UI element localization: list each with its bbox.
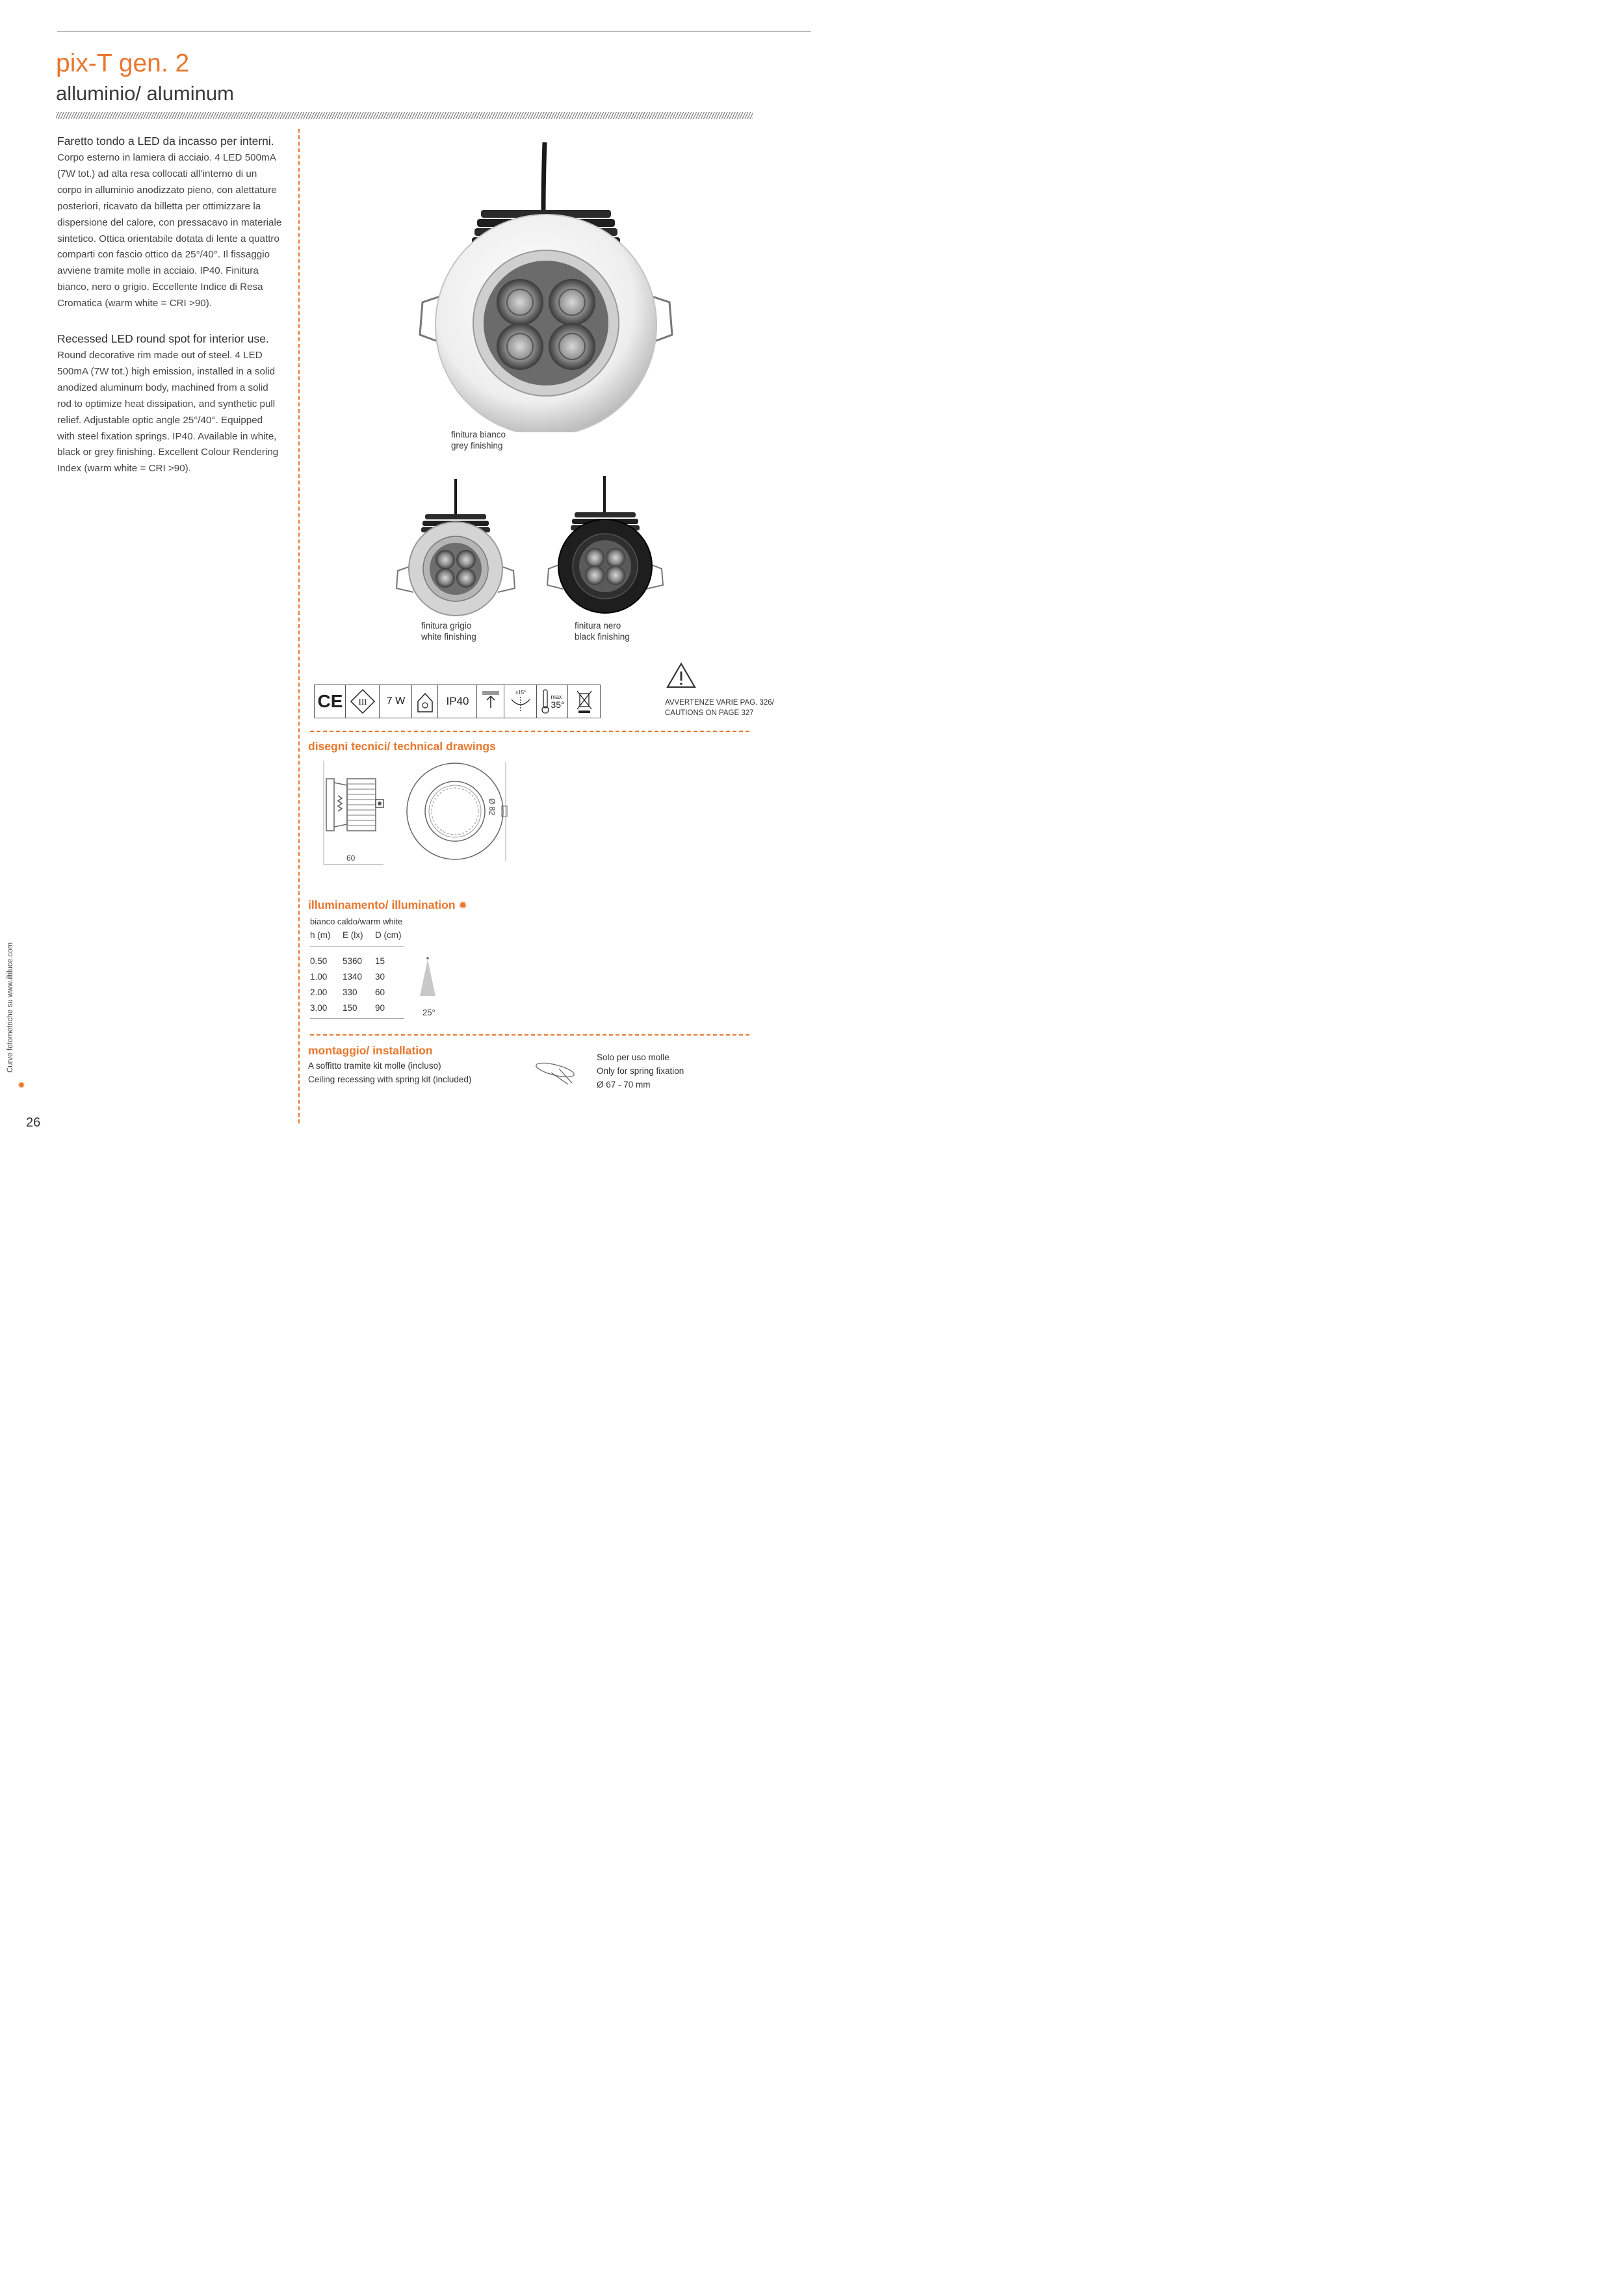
page-number: 26 [26,1115,41,1130]
caption-en: grey finishing [451,441,503,450]
italian-heading: Faretto tondo a LED da incasso per interni. [57,135,274,148]
cell-lux: 150 [343,1003,357,1013]
led-house-icon [411,685,438,718]
section-divider [310,731,749,732]
english-line: rod to optimize heat dissipation, and synthetic pull [57,398,276,410]
depth-dimension: 60 [346,854,356,863]
english-line: with steel fixation springs. IP40. Available in white, [57,430,277,442]
side-sun-icon: ✹ [18,1080,25,1090]
tilt-icon [504,685,537,718]
caption-it: finitura grigio [421,621,472,631]
spring-install-icon [533,1057,580,1086]
cell-lux: 5360 [343,956,363,966]
illumination-subheading: bianco caldo/warm white [310,917,403,926]
caption-it: finitura bianco [451,430,506,439]
max-temp-value: 35° [551,699,565,710]
beam-angle: 25° [422,1008,435,1017]
column-divider [298,129,300,1123]
class-label: III [358,697,367,707]
italian-line: sintetico. Ottica orientabile dotata di lente a quattro [57,233,279,244]
warning-line: AVVERTENZE VARIE PAG. 326/ [665,699,774,707]
product-photo-black [542,475,672,614]
column-header: E (lx) [343,930,363,940]
english-description [57,348,295,477]
cell-diameter: 60 [375,987,385,997]
caption-it: finitura nero [575,621,621,631]
italian-description [57,150,295,312]
beam-cone-icon [416,956,439,998]
installation-note: Solo per uso molle [597,1052,669,1062]
cell-lux: 330 [343,987,357,997]
cell-height: 3.00 [310,1003,328,1013]
italian-line: Corpo esterno in lamiera di acciaio. 4 LED 500mA [57,152,276,163]
caption-en: white finishing [421,632,476,642]
column-header: h (m) [310,930,331,940]
warning-line: CAUTIONS ON PAGE 327 [665,709,754,717]
cell-lux: 1340 [343,972,363,982]
illumination-heading [308,898,467,912]
side-view-drawing [318,759,394,871]
weee-bin-icon [567,685,601,718]
product-photo-main [416,140,676,432]
warning-icon [666,662,697,689]
main-photo-caption [451,429,506,451]
hatch-divider [56,112,753,119]
illumination-heading-text: illuminamento/ illumination [308,898,456,911]
italian-line: posteriori, ricavato da billetta per ottimizzare la [57,200,261,212]
side-caption-text: Curve fotometriche su www.iltiluce.com [6,942,14,1073]
black-photo-caption [575,620,630,642]
cell-height: 1.00 [310,972,328,982]
english-line: Index (warm white = CRI >90). [57,463,191,475]
symbol-strip [314,685,601,718]
power-label: 7 W [379,685,412,718]
cell-diameter: 15 [375,956,385,966]
ip-rating: IP40 [437,685,477,718]
english-line: Round decorative rim made out of steel. 4 LED [57,350,263,361]
installation-line-en: Ceiling recessing with spring kit (included) [308,1075,472,1084]
english-heading: Recessed LED round spot for interior use. [57,332,269,345]
installation-note: Only for spring fixation [597,1066,684,1076]
grey-photo-caption [421,620,476,642]
cell-height: 2.00 [310,987,328,997]
italian-line: dispersione del calore, con pressacavo in materiale [57,216,282,228]
italian-line: (7W tot.) ad alta resa collocati all’interno di un [57,168,257,179]
english-line: relief. Adjustable optic angle 25°/40°. Equipped [57,414,263,426]
english-line: black or grey finishing. Excellent Colour Rendering [57,447,279,458]
table-rule-bottom [310,1018,404,1019]
italian-line: bianco, nero o grigio. Eccellente Indice di Resa [57,281,263,293]
english-line: 500mA (7W tot.) high emission, installed in a solid [57,365,276,377]
illumination-table [310,930,408,1015]
italian-line: Cromatica (warm white = CRI >90). [57,298,213,309]
page-title: pix-T gen. 2 [56,49,190,77]
warning-text [665,698,774,718]
table-rule-top [310,946,404,947]
installation-heading: montaggio/ installation [308,1044,433,1057]
sun-icon: ✹ [458,900,467,911]
section-divider [310,1034,749,1036]
caption-en: black finishing [575,632,630,642]
ce-mark: CE [314,685,346,718]
top-rule [57,31,811,32]
tilt-label: ±15° [515,689,526,696]
recess-icon [476,685,504,718]
cell-height: 0.50 [310,956,328,966]
side-caption [6,943,14,1073]
cell-diameter: 90 [375,1003,385,1013]
installation-note: Ø 67 - 70 mm [597,1080,651,1089]
page-subtitle: alluminio/ aluminum [56,82,234,105]
italian-line: corpo in alluminio anodizzato pieno, con alettature [57,184,277,196]
diameter-dimension: Ø 82 [487,798,497,816]
italian-line: avviene tramite molle in acciaio. IP40. Finitura [57,265,259,277]
technical-drawings-heading: disegni tecnici/ technical drawings [308,740,496,753]
english-line: anodized aluminum body, machined from a solid [57,382,268,393]
italian-line: comparti con fascio ottico da 25°/40°. Il fissaggio [57,249,270,261]
installation-line-it: A soffitto tramite kit molle (incluso) [308,1061,441,1071]
cell-diameter: 30 [375,972,385,982]
product-photo-grey [390,478,520,618]
class-iii-icon [345,685,380,718]
max-temp-icon [536,685,568,718]
column-header: D (cm) [375,930,402,940]
max-label: max [551,693,562,700]
